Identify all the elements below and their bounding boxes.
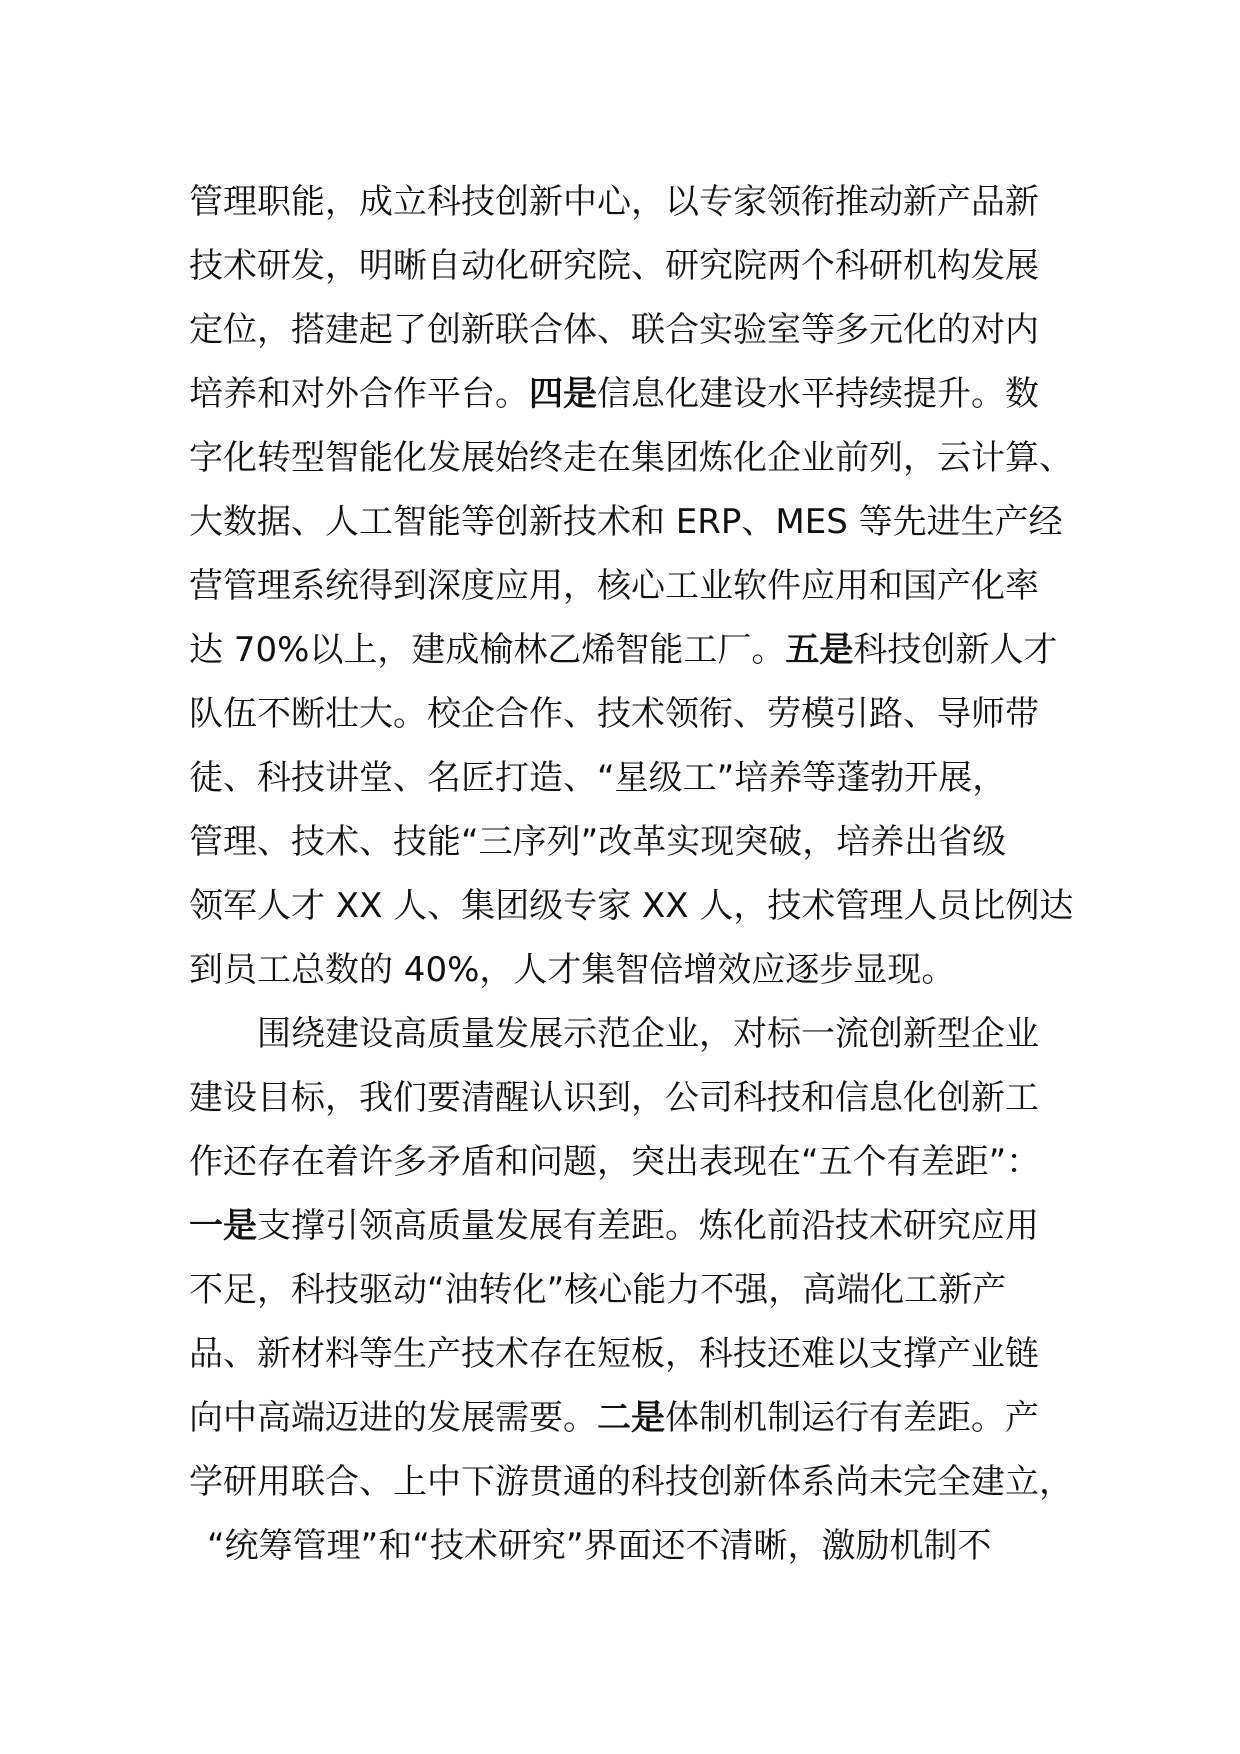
text-run: 营管理系统得到深度应用，核心工业软件应用和国产化率 xyxy=(189,566,1039,606)
bold-lead: 五是 xyxy=(785,630,854,670)
text-run: 大数据、人工智能等创新技术和 ERP、MES 等先进生产经 xyxy=(189,502,1063,542)
bold-lead: 四是 xyxy=(529,374,597,414)
text-run: 技术研发，明晰自动化研究院、研究院两个科研机构发展 xyxy=(189,246,1039,286)
text-line xyxy=(189,938,1069,1002)
text-line xyxy=(189,490,1069,554)
text-line xyxy=(189,682,1069,746)
text-run: 定位，搭建起了创新联合体、联合实验室等多元化的对内 xyxy=(189,310,1039,350)
bold-lead: 二是 xyxy=(597,1398,665,1438)
text-line xyxy=(189,1194,1069,1258)
text-line xyxy=(189,1002,1069,1066)
paragraph xyxy=(189,1002,1073,1578)
text-run: 信息化建设水平持续提升。数 xyxy=(597,374,1039,414)
text-run: 科技创新人才 xyxy=(853,630,1058,670)
text-line xyxy=(189,170,1069,234)
text-run: 队伍不断壮大。校企合作、技术领衔、劳模引路、导师带 xyxy=(189,694,1039,734)
text-line xyxy=(189,298,1069,362)
text-run: 作还存在着许多矛盾和问题，突出表现在“五个有差距”： xyxy=(189,1142,1041,1182)
text-run: 管理、技术、技能“三序列”改革实现突破，培养出省级 xyxy=(189,822,1007,862)
text-line xyxy=(189,1386,1069,1450)
paragraph xyxy=(189,170,1074,1002)
text-line xyxy=(189,1322,1069,1386)
text-run: 品、新材料等生产技术存在短板，科技还难以支撑产业链 xyxy=(189,1334,1039,1374)
text-line xyxy=(189,746,1069,810)
text-line xyxy=(189,1514,1069,1578)
text-run: 管理职能，成立科技创新中心，以专家领衔推动新产品新 xyxy=(189,182,1039,222)
text-line xyxy=(189,1066,1069,1130)
text-run: 学研用联合、上中下游贯通的科技创新体系尚未完全建立， xyxy=(189,1462,1073,1502)
text-run: 不足，科技驱动“油转化”核心能力不强，高端化工新产 xyxy=(189,1270,1007,1310)
text-run: 达 70%以上，建成榆林乙烯智能工厂。 xyxy=(189,630,786,670)
text-run: 建设目标，我们要清醒认识到，公司科技和信息化创新工 xyxy=(189,1078,1039,1118)
text-line xyxy=(189,234,1069,298)
text-run: “统筹管理”和“技术研究”界面还不清晰，激励机制不 xyxy=(207,1526,992,1566)
text-line xyxy=(189,554,1069,618)
text-line xyxy=(189,874,1074,938)
text-run: 到员工总数的 40%，人才集智倍增效应逐步显现。 xyxy=(189,950,956,990)
text-run: 徒、科技讲堂、名匠打造、“星级工”培养等蓬勃开展， xyxy=(189,758,1007,798)
text-run: 围绕建设高质量发展示范企业，对标一流创新型企业 xyxy=(257,1014,1039,1054)
text-run: 支撑引领高质量发展有差距。炼化前沿技术研究应用 xyxy=(257,1206,1039,1246)
text-line xyxy=(189,1258,1069,1322)
text-line xyxy=(189,618,1069,682)
bold-lead: 一是 xyxy=(189,1206,257,1246)
text-run: 字化转型智能化发展始终走在集团炼化企业前列，云计算、 xyxy=(189,438,1073,478)
text-run: 培养和对外合作平台。 xyxy=(189,374,529,414)
text-run: 领军人才 XX 人、集团级专家 XX 人，技术管理人员比例达 xyxy=(189,886,1074,926)
text-line xyxy=(189,426,1073,490)
text-run: 向中高端迈进的发展需要。 xyxy=(189,1398,597,1438)
text-run: 体制机制运行有差距。产 xyxy=(665,1398,1039,1438)
document-body xyxy=(189,170,1074,1578)
text-line xyxy=(189,1130,1069,1194)
text-line xyxy=(189,1450,1073,1514)
text-line xyxy=(189,810,1069,874)
text-line xyxy=(189,362,1069,426)
